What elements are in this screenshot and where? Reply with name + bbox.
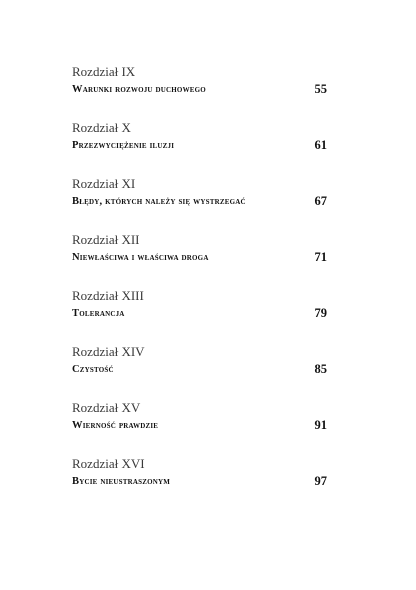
page-number: 97 xyxy=(314,474,327,488)
chapter-label: Rozdział XV xyxy=(72,400,141,415)
chapter-label: Rozdział XII xyxy=(72,232,140,247)
page-number: 67 xyxy=(314,194,327,208)
toc-entry xyxy=(72,176,327,232)
chapter-label: Rozdział XIII xyxy=(72,288,144,303)
toc-entry xyxy=(72,64,327,120)
chapter-title: Przezwyciężenie iluzji xyxy=(72,140,175,151)
toc-entry xyxy=(72,120,327,176)
page-number: 61 xyxy=(314,138,327,152)
chapter-title: Czystość xyxy=(72,364,114,375)
toc-entry xyxy=(72,344,327,400)
page-number: 71 xyxy=(314,250,327,264)
page-number: 91 xyxy=(314,418,327,432)
chapter-title: Tolerancja xyxy=(72,308,125,319)
chapter-label: Rozdział XIV xyxy=(72,344,145,359)
chapter-label: Rozdział XVI xyxy=(72,456,145,471)
chapter-label: Rozdział X xyxy=(72,120,131,135)
chapter-title: Bycie nieustraszonym xyxy=(72,476,171,487)
chapter-title: Błędy, których należy się wystrzegać xyxy=(72,196,246,207)
chapter-label: Rozdział IX xyxy=(72,64,136,79)
page-number: 79 xyxy=(314,306,327,320)
chapter-title: Niewłaściwa i właściwa droga xyxy=(72,252,209,263)
page-number: 85 xyxy=(314,362,327,376)
toc-entry xyxy=(72,288,327,344)
toc-entry xyxy=(72,456,327,512)
chapter-label: Rozdział XI xyxy=(72,176,136,191)
chapter-title: Warunki rozwoju duchowego xyxy=(72,84,206,95)
toc-entry xyxy=(72,232,327,288)
table-of-contents xyxy=(72,64,327,512)
page-number: 55 xyxy=(314,82,327,96)
chapter-title: Wierność prawdzie xyxy=(72,420,159,431)
toc-entry xyxy=(72,400,327,456)
